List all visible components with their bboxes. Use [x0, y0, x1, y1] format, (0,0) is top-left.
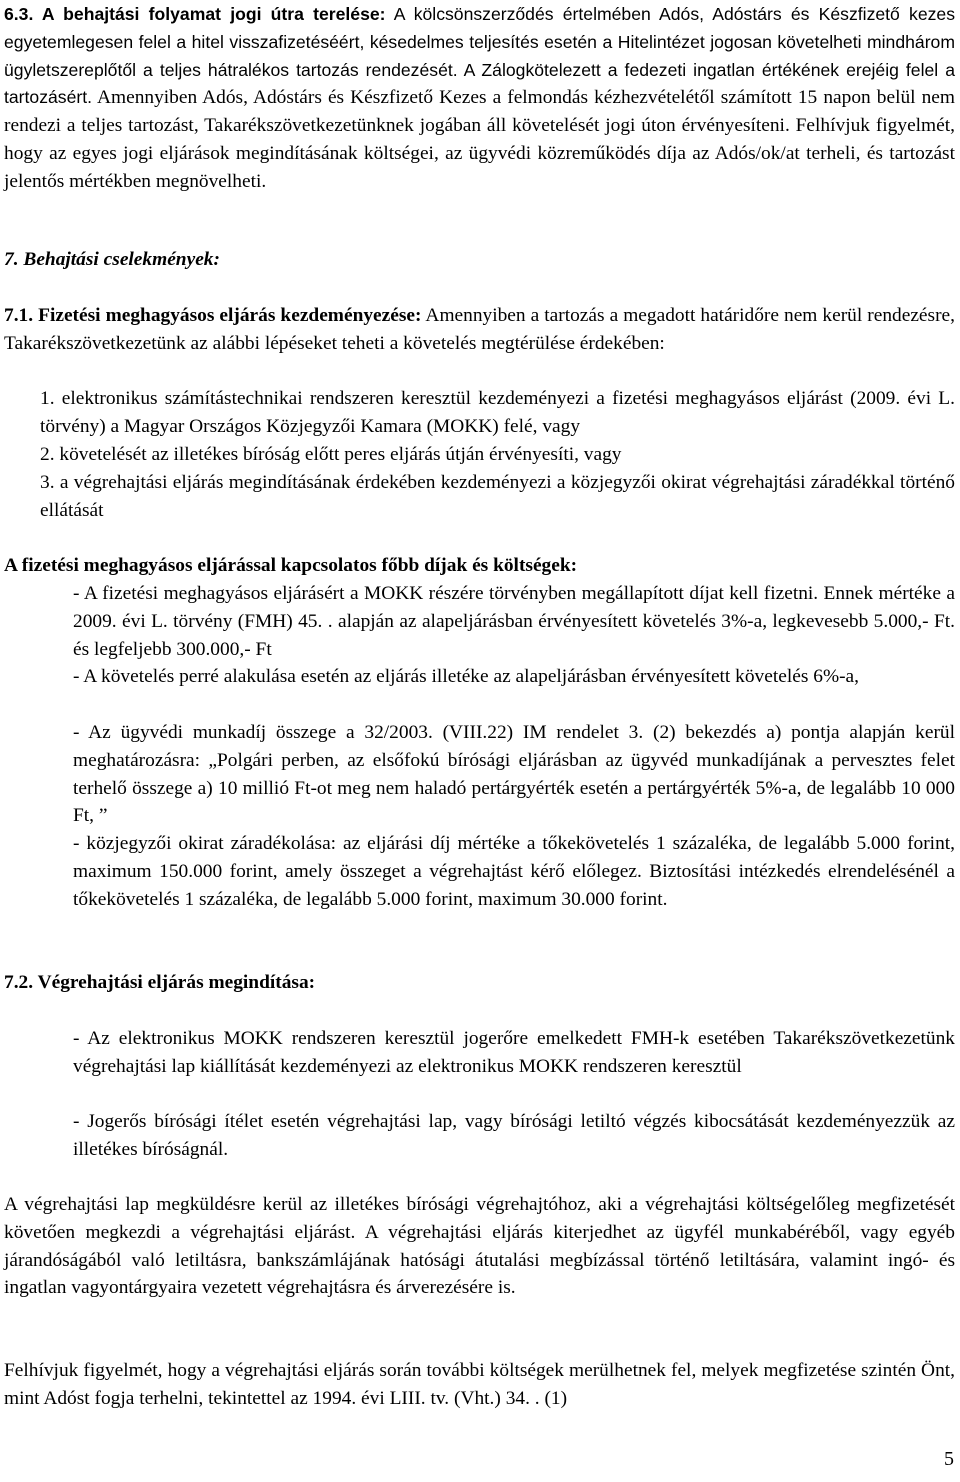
enforcement-item: - Az elektronikus MOKK rendszeren keresztül jogerőre emelkedett FMH-k esetében Takarékszövetkezetünk végrehajtási lap kiállítását kezdeményezi az elektronikus MOKK rendszeren keresztül	[73, 1028, 955, 1077]
fee-item: - közjegyzői okirat záradékolása: az eljárási díj mértéke a tőkekövetelés 1 százaléka, de legalább 5.000 forint, maximum 150.000 forint, amely összeget a végrehajtást kérő előlegez. Biztosítási intézkedés elrendelésénél a tőkekövetelés 1 százaléka, de legalább 5.000 forint, maximum 30.000 forint.	[73, 833, 955, 910]
section-6-3-text-sans: A kölcsönszerződés értelmében Adós, Adóstárs és Készfizető kezes egyetemlegesen felel a hitel visszafizetéséért, késedelmes teljesítés esetén a Hitelintézet jogosan követelheti mindhárom ügyletszereplőtől a teljes hátralékos tartozás rendezését. A Zálogkötelezett a fedezeti ingatlan értékének erejéig felel a tartozásért.	[4, 4, 955, 108]
notice-paragraph: Felhívjuk figyelmét, hogy a végrehajtási eljárás során további költségek merülhetnek fel, melyek megfizetése szintén Önt, mint Adóst fogja terhelni, tekintettel az 1994. évi LIII. tv. (Vht.) 34. . (1)	[4, 1360, 955, 1409]
list-item: 2. követelését az illetékes bíróság előtt peres eljárás útján érvényesíti, vagy	[40, 444, 622, 465]
section-6-3-heading: 6.3. A behajtási folyamat jogi útra terelése:	[4, 4, 386, 24]
section-6-3-text-serif: Amennyiben Adós, Adóstárs és Készfizető Kezes a felmondás kézhezvételétől számított 15 napon belül nem rendezi a teljes tartozást, Takarékszövetkezetünknek jogában áll követelését jogi úton érvényesíteni. Felhívjuk figyelmét, hogy az egyes jogi eljárások megindításának költségei, az ügyvédi közreműködés díja az Adós/ok/at terheli, és tartozást jelentős mértékben megnövelheti.	[4, 87, 955, 192]
fee-item: - A fizetési meghagyásos eljárásért a MOKK részére törvényben megállapított díjat kell fizetni. Ennek mértéke a 2009. évi L. törvény (FMH) 45. . alapján az alapeljárásban érvényesített követelés 3%-a, legkevesebb 5.000,- Ft. és legfeljebb 300.000,- Ft	[73, 583, 955, 660]
section-7-2-heading: 7.2. Végrehajtási eljárás megindítása:	[4, 972, 316, 993]
section-6-3	[4, 1, 955, 196]
section-7-1-intro: Amennyiben a tartozás a megadott határidőre nem kerül rendezésre, Takarékszövetkezetünk az alábbi lépéseket teheti a követelés megtérülése érdekében:	[4, 305, 955, 354]
enforcement-paragraph: A végrehajtási lap megküldésre kerül az illetékes bírósági végrehajtóhoz, aki a végrehajtási költségelőleg megfizetését követően megkezdi a végrehajtási eljárást. A végrehajtási eljárás kiterjedhet az ügyfél munkabéréből, vagy egyéb járandóságából való letiltásra, bankszámlájának hatósági átutalási megbízással történő letiltására, valamint ingó- és ingatlan vagyontárgyaira vezetett végrehajtásra és árverezésére is.	[4, 1194, 955, 1299]
fees-heading: A fizetési meghagyásos eljárással kapcsolatos főbb díjak és költségek:	[4, 555, 578, 576]
list-item: 1. elektronikus számítástechnikai rendszeren keresztül kezdeményezi a fizetési meghagyásos eljárást (2009. évi L. törvény) a Magyar Országos Közjegyzői Kamara (MOKK) felé, vagy	[40, 388, 955, 437]
enforcement-item: - Jogerős bírósági ítélet esetén végrehajtási lap, vagy bírósági letiltó végzés kibocsátását kezdeményezzük az illetékes bíróságnál.	[73, 1111, 955, 1160]
section-7-heading: 7. Behajtási cselekmények:	[4, 249, 220, 270]
page-number: 5	[944, 1448, 954, 1470]
fee-item: - A követelés perré alakulása esetén az eljárás illetéke az alapeljárásban érvényesített követelés 6%-a,	[73, 666, 860, 687]
list-item: 3. a végrehajtási eljárás megindításának érdekében kezdeményezi a közjegyzői okirat végrehajtási záradékkal történő ellátását	[40, 472, 955, 521]
section-7-1-heading: 7.1. Fizetési meghagyásos eljárás kezdeményezése:	[4, 305, 422, 326]
fee-item: - Az ügyvédi munkadíj összege a 32/2003. (VIII.22) IM rendelet 3. (2) bekezdés a) pontja alapján kerül meghatározásra: „Polgári perben, az elsőfokú bírósági eljárásban az ügyvéd munkadíjának a pervesztes felet terhelő összege a) 10 millió Ft-ot meg nem haladó pertárgyérték esetén a pertárgyérték 5%-a, de legalább 10 000 Ft, ”	[73, 722, 955, 827]
section-7-1	[4, 302, 955, 358]
